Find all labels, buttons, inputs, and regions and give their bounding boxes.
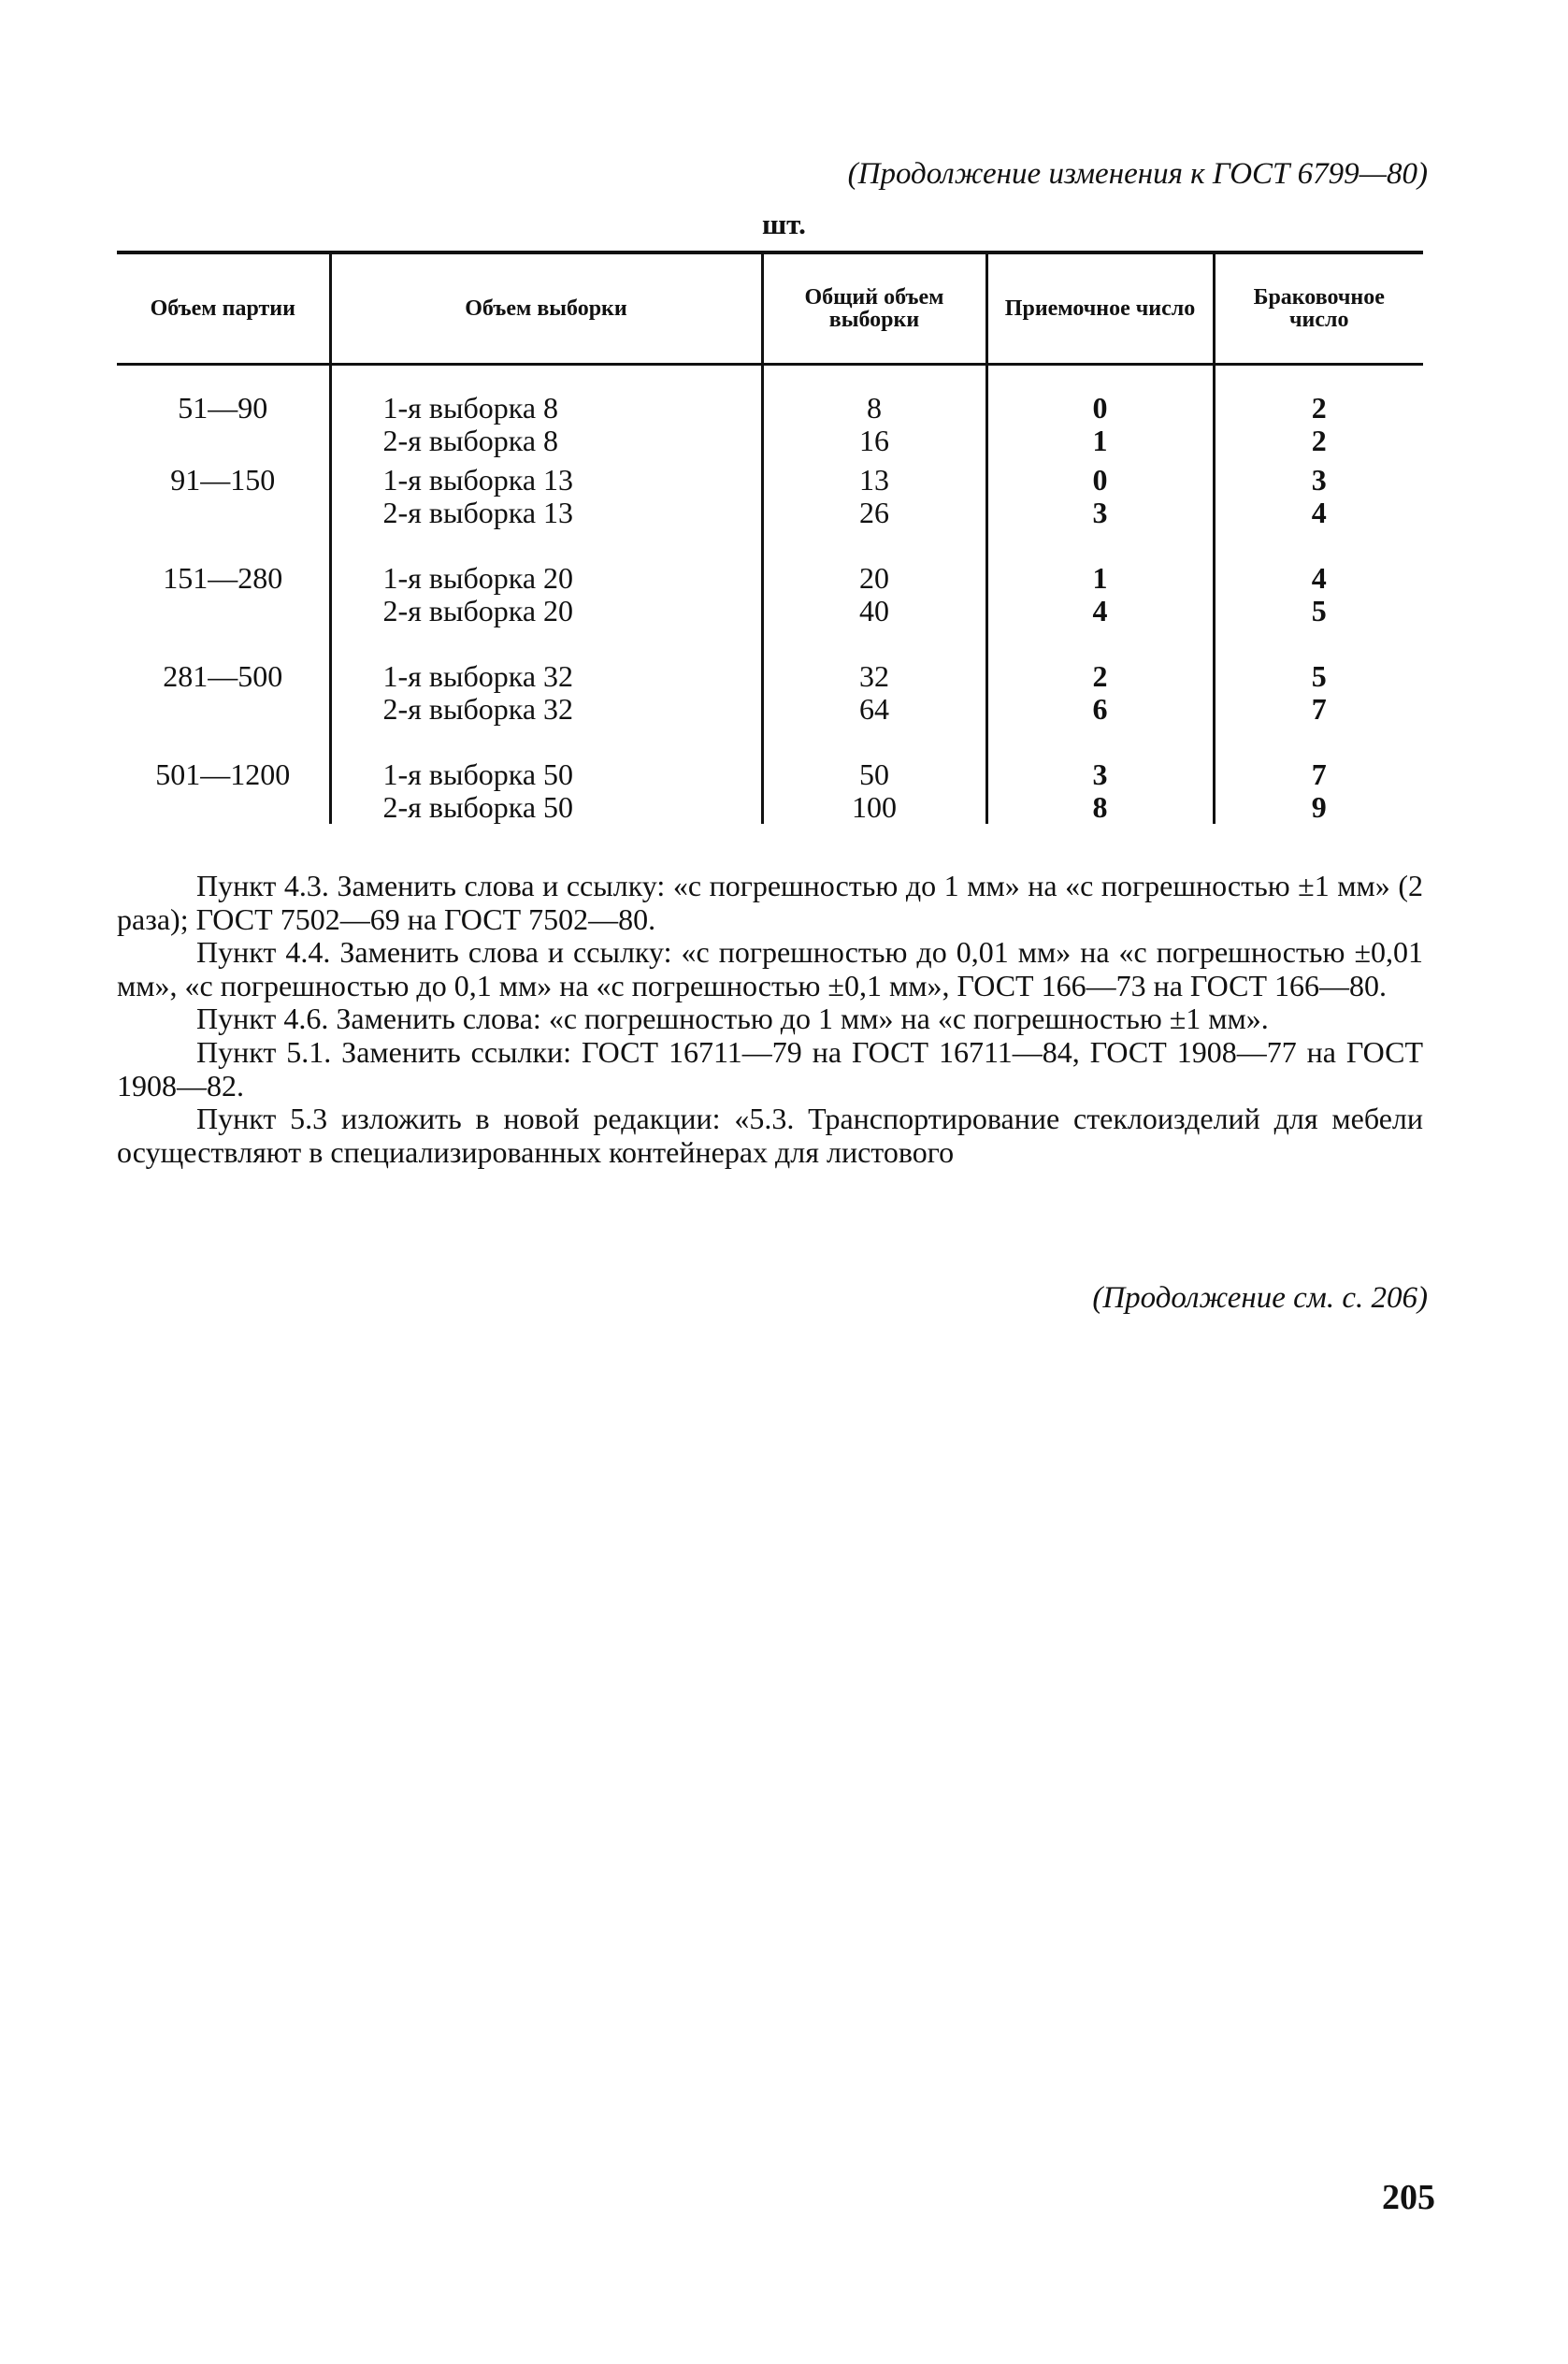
total-second: 40 (859, 594, 889, 627)
rejection-cell (1214, 464, 1423, 562)
acceptance-second: 1 (1092, 424, 1108, 457)
total-sample-cell (762, 464, 986, 562)
acceptance-first: 1 (1092, 561, 1108, 595)
sample-cell (330, 562, 762, 660)
lot-size: 151—280 (163, 561, 283, 595)
lot-size-cell (117, 464, 330, 562)
total-first: 50 (859, 757, 889, 791)
lot-size-cell (117, 365, 330, 465)
sample-cell (330, 758, 762, 824)
acceptance-second: 4 (1092, 594, 1108, 627)
rejection-second: 2 (1311, 424, 1327, 457)
total-first: 13 (859, 463, 889, 497)
rejection-first: 2 (1311, 391, 1327, 425)
rejection-cell (1214, 365, 1423, 465)
header-rejection-number: Браковочное число (1214, 252, 1423, 365)
total-sample-cell (762, 758, 986, 824)
total-first: 32 (859, 659, 889, 693)
lot-size: 91—150 (170, 463, 276, 497)
rejection-first: 3 (1311, 463, 1327, 497)
total-second: 100 (852, 790, 897, 824)
lot-size-cell (117, 562, 330, 660)
acceptance-cell (986, 660, 1214, 758)
acceptance-second: 3 (1092, 496, 1108, 529)
table-row (117, 365, 1423, 465)
paragraph-5-3: Пункт 5.3 изложить в новой редакции: «5.3. Транспортирование стеклоизделий для мебели осуществляют в специализированных контейнерах для листового (117, 1102, 1423, 1169)
continuation-header: (Продолжение изменения к ГОСТ 6799—80) (847, 157, 1428, 191)
rejection-first: 4 (1311, 561, 1327, 595)
rejection-first: 7 (1311, 757, 1327, 791)
lot-size-cell (117, 660, 330, 758)
first-sample: 1-я выборка 50 (382, 757, 574, 791)
header-lot-size: Объем партии (117, 252, 330, 365)
acceptance-second: 6 (1092, 692, 1108, 726)
total-first: 20 (859, 561, 889, 595)
total-sample-cell (762, 365, 986, 465)
table-row (117, 562, 1423, 660)
paragraph-4-3: Пункт 4.3. Заменить слова и ссылку: «с погрешностью до 1 мм» на «с погрешностью ±1 мм» (2 раза); ГОСТ 7502—69 на ГОСТ 7502—80. (117, 869, 1423, 936)
lot-size: 281—500 (163, 659, 283, 693)
second-sample: 2-я выборка 13 (382, 496, 574, 529)
paragraph-4-4: Пункт 4.4. Заменить слова и ссылку: «с погрешностью до 0,01 мм» на «с погрешностью ±0,01 мм», «с погрешностью до 0,1 мм» на «с погрешностью ±0,1 мм», ГОСТ 166—73 на ГОСТ 166—80. (117, 935, 1423, 1002)
rejection-second: 9 (1311, 790, 1327, 824)
paragraph-4-6: Пункт 4.6. Заменить слова: «с погрешностью до 1 мм» на «с погрешностью ±1 мм». (196, 1002, 1269, 1036)
amendment-text (117, 870, 1423, 1169)
first-sample: 1-я выборка 13 (382, 463, 574, 497)
acceptance-first: 3 (1092, 757, 1108, 791)
acceptance-first: 0 (1092, 463, 1108, 497)
header-total-sample: Общий объем выборки (762, 252, 986, 365)
second-sample: 2-я выборка 8 (382, 424, 559, 457)
total-sample-cell (762, 660, 986, 758)
second-sample: 2-я выборка 20 (382, 594, 574, 627)
acceptance-cell (986, 365, 1214, 465)
first-sample: 1-я выборка 20 (382, 561, 574, 595)
acceptance-cell (986, 464, 1214, 562)
first-sample: 1-я выборка 8 (382, 391, 559, 425)
acceptance-first: 2 (1092, 659, 1108, 693)
total-second: 16 (859, 424, 889, 457)
lot-size: 51—90 (178, 391, 268, 425)
lot-size: 501—1200 (155, 757, 291, 791)
header-acceptance-number: Приемочное число (986, 252, 1214, 365)
acceptance-cell (986, 562, 1214, 660)
total-second: 26 (859, 496, 889, 529)
acceptance-first: 0 (1092, 391, 1108, 425)
total-sample-cell (762, 562, 986, 660)
sample-cell (330, 365, 762, 465)
sampling-table (117, 251, 1423, 824)
rejection-second: 7 (1311, 692, 1327, 726)
paragraph-5-1: Пункт 5.1. Заменить ссылки: ГОСТ 16711—79 на ГОСТ 16711—84, ГОСТ 1908—77 на ГОСТ 1908—82. (117, 1034, 1423, 1103)
first-sample: 1-я выборка 32 (382, 659, 574, 693)
unit-label: шт. (762, 208, 806, 240)
rejection-second: 4 (1311, 496, 1327, 529)
total-first: 8 (867, 391, 882, 425)
second-sample: 2-я выборка 50 (382, 790, 574, 824)
continuation-footer: (Продолжение см. с. 206) (1092, 1281, 1428, 1315)
lot-size-cell (117, 758, 330, 824)
acceptance-cell (986, 758, 1214, 824)
header-sample-size: Объем выборки (330, 252, 762, 365)
total-second: 64 (859, 692, 889, 726)
rejection-second: 5 (1311, 594, 1327, 627)
table-row (117, 660, 1423, 758)
table-header-row (117, 252, 1423, 365)
rejection-cell (1214, 660, 1423, 758)
rejection-first: 5 (1311, 659, 1327, 693)
second-sample: 2-я выборка 32 (382, 692, 574, 726)
page-number: 205 (1382, 2178, 1435, 2217)
sample-cell (330, 464, 762, 562)
acceptance-second: 8 (1092, 790, 1108, 824)
rejection-cell (1214, 758, 1423, 824)
sample-cell (330, 660, 762, 758)
table-row (117, 464, 1423, 562)
table-row (117, 758, 1423, 824)
rejection-cell (1214, 562, 1423, 660)
